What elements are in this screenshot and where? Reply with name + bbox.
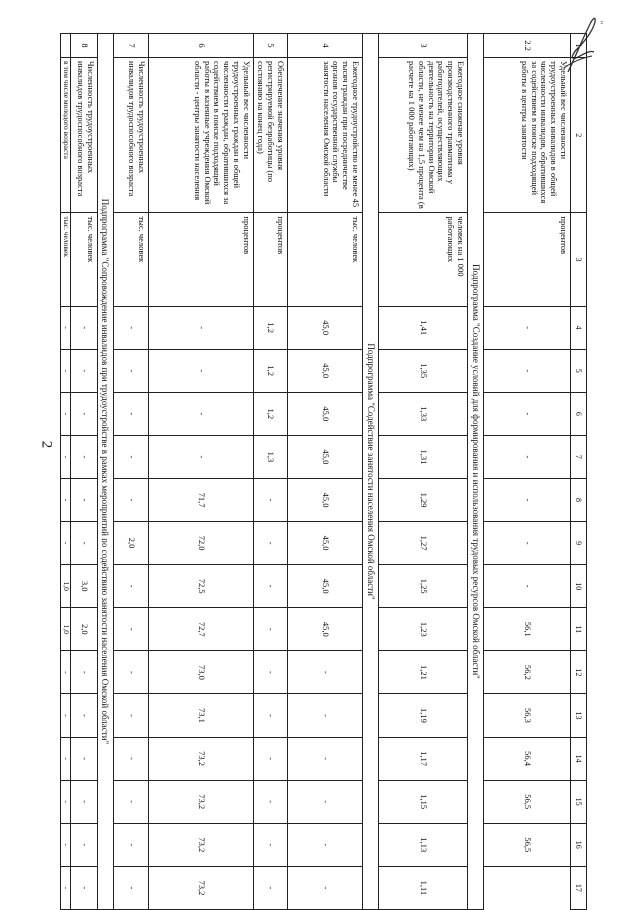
unit-of-measure: процентов: [148, 213, 253, 306]
value-cell: -: [60, 522, 70, 565]
value-cell: -: [253, 737, 287, 780]
value-cell: -: [113, 780, 148, 823]
value-cell: -: [113, 306, 148, 349]
value-cell: 72,5: [148, 565, 253, 608]
value-cell: 71,7: [148, 478, 253, 521]
column-number-cell: 13: [571, 694, 587, 737]
value-cell: 1,0: [60, 608, 70, 651]
value-cell: 1,35: [379, 349, 468, 392]
row-number: 5: [253, 34, 287, 58]
value-cell: -: [113, 565, 148, 608]
table-row: [148, 34, 253, 910]
subprogram-title-row: [468, 34, 484, 910]
column-number-cell: 2: [571, 58, 587, 213]
value-cell: 1,25: [379, 565, 468, 608]
value-cell: 73,0: [148, 651, 253, 694]
value-cell: -: [60, 780, 70, 823]
column-number-cell: 12: [571, 651, 587, 694]
value-cell: 73,1: [148, 694, 253, 737]
value-cell: 2,0: [113, 522, 148, 565]
indicator-name: Удельный вес численности трудоустроенных граждан в общей численности граждан, обратившихся за содействием в поиске подходящей работы в казенные учреждения Омской области - центры занятости населения: [148, 58, 253, 213]
value-cell: -: [484, 349, 571, 392]
value-cell: 1,23: [379, 608, 468, 651]
value-cell: 56,5: [484, 823, 571, 866]
value-cell: -: [288, 651, 363, 694]
value-cell: 45,0: [288, 565, 363, 608]
value-cell: -: [148, 435, 253, 478]
value-cell: -: [288, 737, 363, 780]
column-number-cell: 6: [571, 392, 587, 435]
table-body: [60, 34, 570, 910]
subprogram-title-row: [363, 34, 379, 910]
value-cell: -: [70, 866, 97, 909]
value-cell: -: [484, 565, 571, 608]
value-cell: -: [70, 694, 97, 737]
table-row: [60, 34, 70, 910]
column-number-cell: 4: [571, 306, 587, 349]
value-cell: 1,13: [379, 823, 468, 866]
edge-mark: ": [595, 20, 605, 25]
column-number-cell: 7: [571, 435, 587, 478]
value-cell: 73,2: [148, 866, 253, 909]
subprogram-title: Подпрограмма "Создание условий для формирования и использования трудовых ресурсов Омской области": [468, 34, 484, 910]
indicator-name: Ежегодное трудоустройство не менее 45 тысяч граждан при посредничестве органов государственной службы занятости населения Омской области: [288, 58, 363, 213]
value-cell: 45,0: [288, 306, 363, 349]
value-cell: 56,1: [484, 608, 571, 651]
value-cell: 72,7: [148, 608, 253, 651]
column-number-cell: 14: [571, 737, 587, 780]
value-cell: 56,2: [484, 651, 571, 694]
value-cell: 1,11: [379, 866, 468, 909]
column-number-cell: 1: [571, 34, 587, 58]
value-cell: -: [288, 780, 363, 823]
rotated-sheet: [56, 33, 587, 910]
unit-of-measure: тыс. человек: [60, 213, 70, 306]
unit-of-measure: процентов: [253, 213, 287, 306]
value-cell: 45,0: [288, 349, 363, 392]
value-cell: -: [148, 392, 253, 435]
value-cell: 1,19: [379, 694, 468, 737]
value-cell: 2,0: [70, 608, 97, 651]
value-cell: 1,0: [60, 565, 70, 608]
value-cell: -: [113, 392, 148, 435]
value-cell: -: [253, 651, 287, 694]
value-cell: -: [60, 306, 70, 349]
table-row: [70, 34, 97, 910]
table-row: [379, 34, 468, 910]
value-cell: -: [60, 694, 70, 737]
column-number-row: [571, 34, 587, 910]
value-cell: -: [70, 392, 97, 435]
value-cell: -: [253, 522, 287, 565]
row-number: 2.2: [484, 34, 571, 58]
indicator-name: Ежегодное снижение уровня производственного травматизма у работодателей, осуществляющих деятельность на территории Омской области, не менее чем на 1,5 процента (в расчете на 1 000 работающих): [379, 58, 468, 213]
value-cell: -: [113, 694, 148, 737]
value-cell: 73,2: [148, 823, 253, 866]
column-number-cell: 8: [571, 478, 587, 521]
value-cell: -: [113, 651, 148, 694]
value-cell: 73,2: [148, 737, 253, 780]
indicator-name: Численность трудоустроенных инвалидов трудоспособного возраста: [113, 58, 148, 213]
page-number: 2: [38, 440, 55, 449]
column-number-cell: 15: [571, 780, 587, 823]
value-cell: -: [253, 478, 287, 521]
value-cell: -: [288, 866, 363, 909]
value-cell: 1,21: [379, 651, 468, 694]
unit-of-measure: тыс. человек: [70, 213, 97, 306]
row-number: 3: [379, 34, 468, 58]
indicator-name: в том числе молодого возраста: [60, 58, 70, 213]
value-cell: 45,0: [288, 435, 363, 478]
value-cell: -: [113, 435, 148, 478]
value-cell: -: [113, 478, 148, 521]
value-cell: -: [60, 651, 70, 694]
value-cell: -: [253, 866, 287, 909]
value-cell: -: [60, 866, 70, 909]
value-cell: 45,0: [288, 392, 363, 435]
column-number-cell: 16: [571, 823, 587, 866]
value-cell: -: [253, 565, 287, 608]
table-row: [288, 34, 363, 910]
value-cell: 56,4: [484, 737, 571, 780]
subprogram-title: Подпрограмма "Сопровождение инвалидов при трудоустройстве в рамках мероприятий по содействию занятости населения Омской области": [97, 34, 113, 910]
value-cell: -: [70, 306, 97, 349]
value-cell: -: [288, 694, 363, 737]
value-cell: -: [484, 478, 571, 521]
column-number-cell: 9: [571, 522, 587, 565]
value-cell: 56,5: [484, 780, 571, 823]
unit-of-measure: человек на 1 000 работающих: [379, 213, 468, 306]
value-cell: -: [70, 435, 97, 478]
unit-of-measure: тыс. человек: [113, 213, 148, 306]
value-cell: -: [60, 737, 70, 780]
row-number: 8: [70, 34, 97, 58]
value-cell: -: [484, 392, 571, 435]
indicator-name: Обеспечение значения уровня регистрируемой безработицы (по состоянию на конец года): [253, 58, 287, 213]
unit-of-measure: тыс. человек: [288, 213, 363, 306]
value-cell: 1,17: [379, 737, 468, 780]
value-cell: 56,3: [484, 694, 571, 737]
value-cell: -: [113, 823, 148, 866]
indicator-name: Численность трудоустроенных инвалидов трудоспособного возраста: [70, 58, 97, 213]
value-cell: 1,27: [379, 522, 468, 565]
value-cell: -: [148, 306, 253, 349]
table-row: [484, 34, 571, 910]
value-cell: 1,3: [253, 435, 287, 478]
subprogram-title-row: [97, 34, 113, 910]
column-number-cell: 17: [571, 866, 587, 909]
subprogram-title: Подпрограмма "Содействие занятости населения Омской области": [363, 34, 379, 910]
value-cell: -: [113, 608, 148, 651]
value-cell: 1,41: [379, 306, 468, 349]
value-cell: -: [484, 435, 571, 478]
table-row: [253, 34, 287, 910]
value-cell: 1,31: [379, 435, 468, 478]
row-number: 4: [288, 34, 363, 58]
indicator-name: Удельный вес численности трудоустроенных инвалидов в общей численности инвалидов, обратившихся за содействием в поиске подходящей работы в центры занятости: [484, 58, 571, 213]
value-cell: -: [60, 435, 70, 478]
value-cell: -: [70, 823, 97, 866]
value-cell: 1,33: [379, 392, 468, 435]
value-cell: 1,29: [379, 478, 468, 521]
table-row: [113, 34, 148, 910]
value-cell: 73,2: [148, 780, 253, 823]
row-number: 7: [113, 34, 148, 58]
value-cell: -: [60, 392, 70, 435]
value-cell: 45,0: [288, 522, 363, 565]
value-cell: -: [484, 306, 571, 349]
value-cell: -: [113, 737, 148, 780]
value-cell: -: [70, 780, 97, 823]
value-cell: -: [70, 478, 97, 521]
value-cell: 1,2: [253, 306, 287, 349]
value-cell: -: [70, 737, 97, 780]
column-number-cell: 10: [571, 565, 587, 608]
value-cell: 1,2: [253, 392, 287, 435]
value-cell: -: [484, 522, 571, 565]
value-cell: -: [70, 651, 97, 694]
value-cell: 45,0: [288, 608, 363, 651]
value-cell: 45,0: [288, 478, 363, 521]
unit-of-measure: процентов: [484, 213, 571, 306]
column-number-cell: 11: [571, 608, 587, 651]
value-cell: -: [60, 478, 70, 521]
value-cell: -: [253, 823, 287, 866]
row-number: [60, 34, 70, 58]
value-cell: 72,0: [148, 522, 253, 565]
value-cell: -: [60, 823, 70, 866]
value-cell: -: [70, 522, 97, 565]
column-number-cell: 5: [571, 349, 587, 392]
row-number: 6: [148, 34, 253, 58]
value-cell: 1,15: [379, 780, 468, 823]
value-cell: -: [70, 349, 97, 392]
value-cell: -: [148, 349, 253, 392]
value-cell: -: [253, 608, 287, 651]
column-number-cell: 3: [571, 213, 587, 306]
value-cell: -: [113, 349, 148, 392]
value-cell: 3,0: [70, 565, 97, 608]
indicators-table: [60, 33, 587, 910]
value-cell: -: [60, 349, 70, 392]
value-cell: -: [288, 823, 363, 866]
value-cell: -: [253, 694, 287, 737]
value-cell: 1,2: [253, 349, 287, 392]
value-cell: -: [113, 866, 148, 909]
value-cell: -: [253, 780, 287, 823]
